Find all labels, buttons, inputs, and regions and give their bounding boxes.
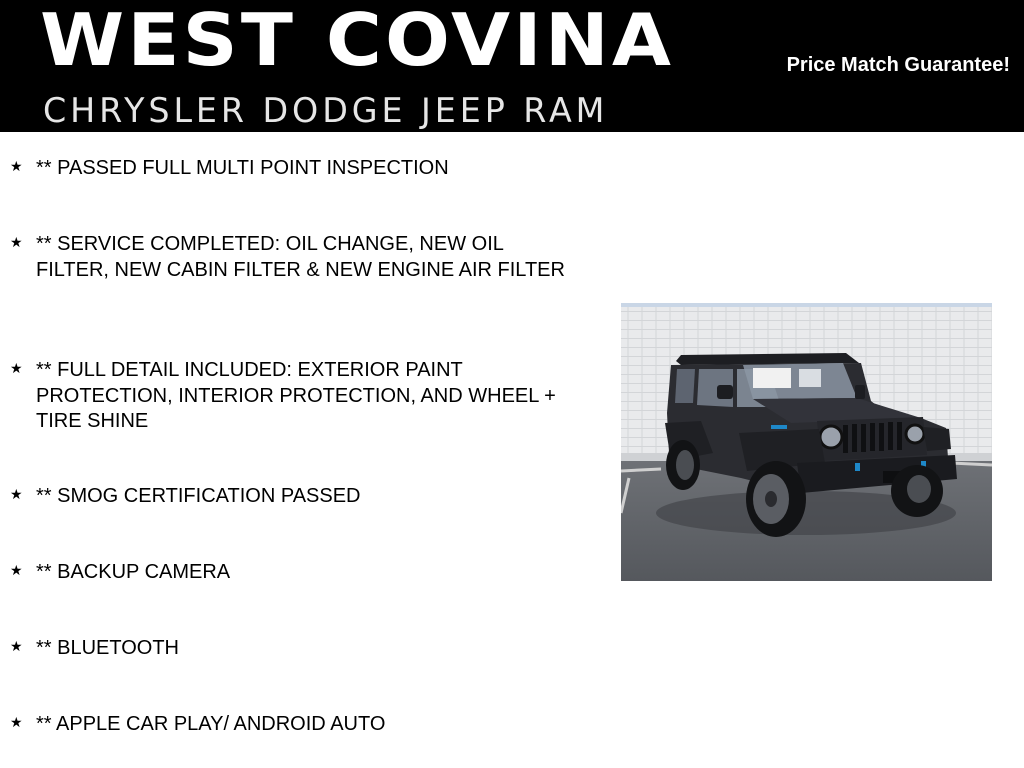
- feature-text: ** BLUETOOTH: [36, 637, 179, 659]
- star-icon: ★: [10, 563, 23, 579]
- star-icon: ★: [10, 487, 23, 503]
- dealer-logo-brands: CHRYSLER DODGE JEEP RAM: [43, 91, 609, 131]
- price-match-tagline: Price Match Guarantee!: [786, 54, 1010, 76]
- feature-text: ** SMOG CERTIFICATION PASSED: [36, 485, 361, 507]
- dealer-header: [0, 0, 1024, 132]
- star-icon: ★: [10, 235, 23, 251]
- star-icon: ★: [10, 361, 23, 377]
- dealer-logo-name: WEST COVINA: [40, 0, 675, 82]
- star-icon: ★: [10, 715, 23, 731]
- star-icon: ★: [10, 639, 23, 655]
- star-icon: ★: [10, 159, 23, 175]
- feature-text: ** FULL DETAIL INCLUDED: EXTERIOR PAINT PROTECTION, INTERIOR PROTECTION, AND WHEEL + TIRE SHINE: [36, 359, 556, 432]
- feature-text: ** SERVICE COMPLETED: OIL CHANGE, NEW OIL FILTER, NEW CABIN FILTER & NEW ENGINE AIR FILTER: [36, 233, 565, 281]
- vehicle-photo: [621, 303, 992, 581]
- feature-text: ** PASSED FULL MULTI POINT INSPECTION: [36, 157, 449, 179]
- feature-text: ** APPLE CAR PLAY/ ANDROID AUTO: [36, 713, 386, 735]
- jeep-wrangler-image: [621, 303, 992, 581]
- feature-text: ** BACKUP CAMERA: [36, 561, 231, 583]
